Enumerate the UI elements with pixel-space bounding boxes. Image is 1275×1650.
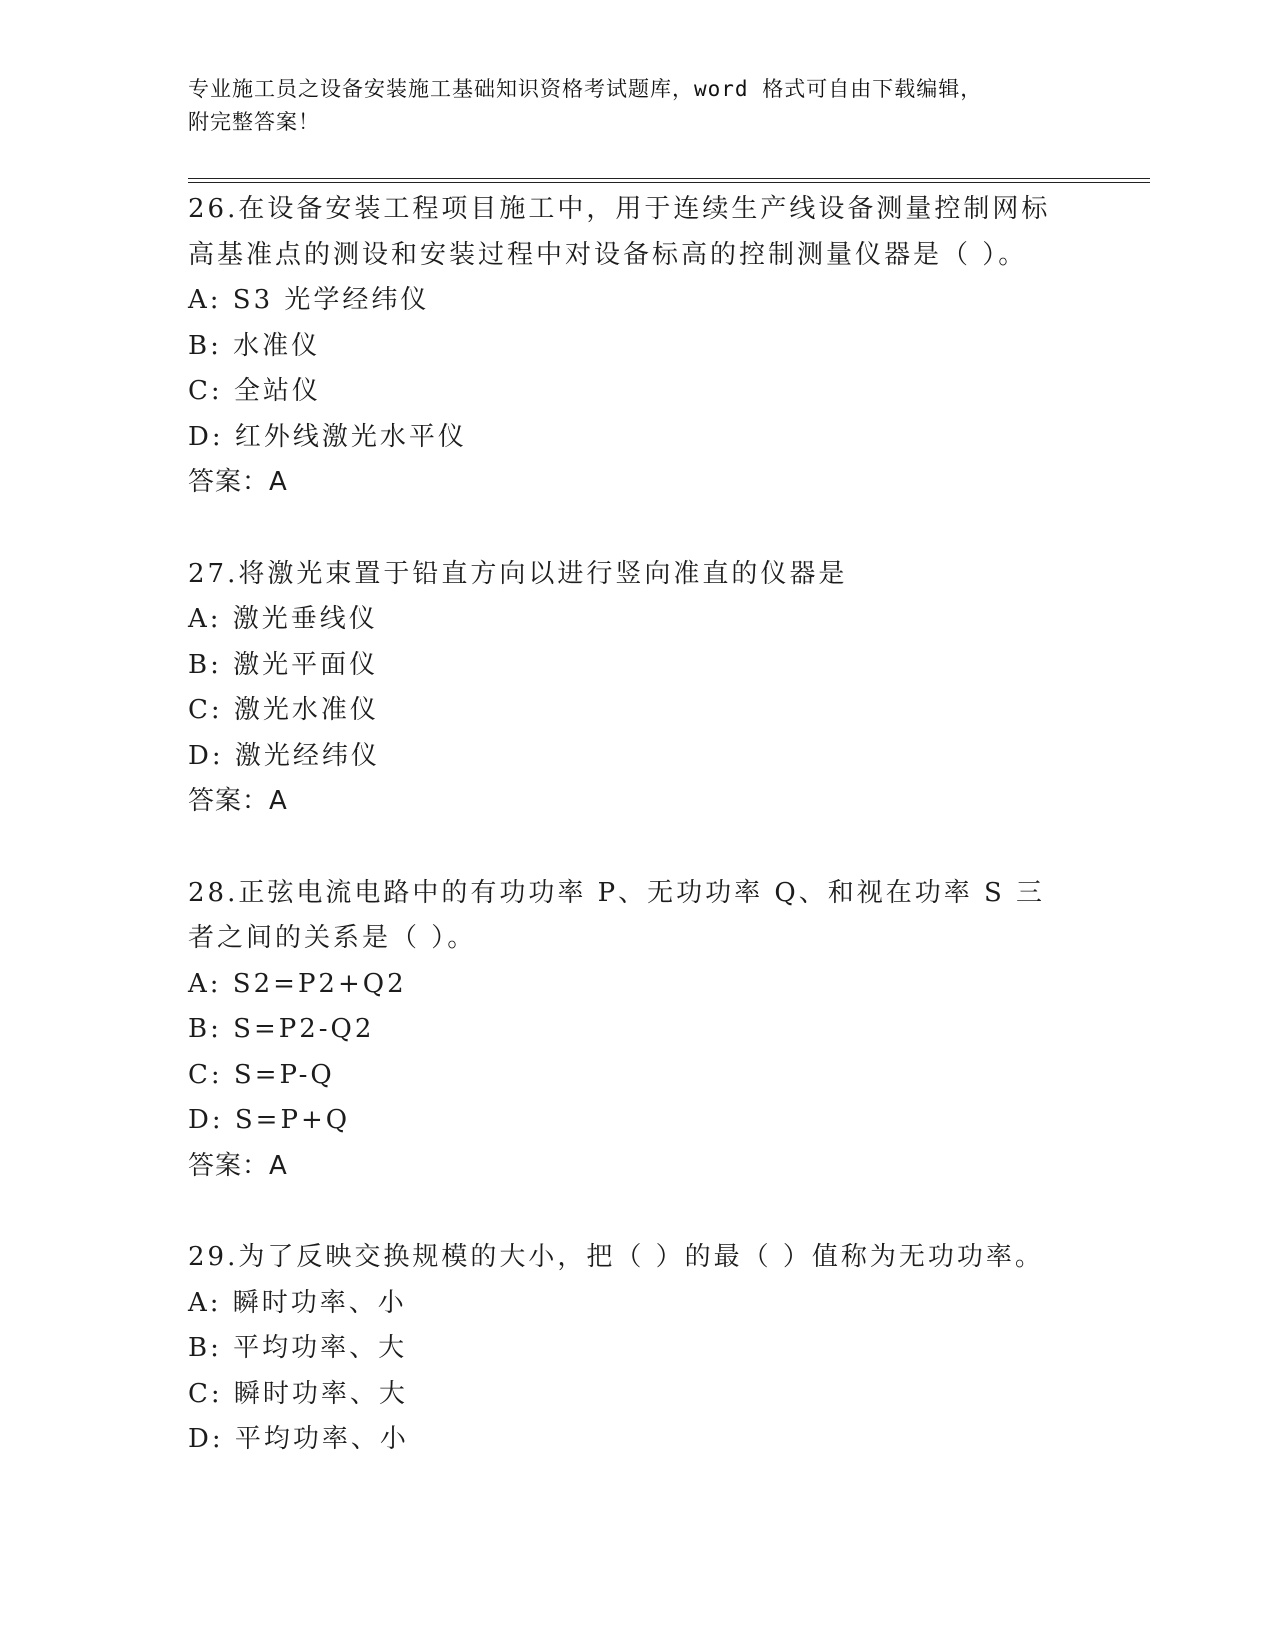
answer-line: 答案：A (188, 467, 288, 497)
option-a: A: S2=P2+Q2 (188, 968, 407, 999)
option-b: B: 激光平面仪 (188, 649, 379, 680)
question-stem: 28.正弦电流电路中的有功功率 P、无功功率 Q、和视在功率 S 三者之间的关系是（ ）。 (188, 877, 1046, 953)
option-b: B: S=P2-Q2 (188, 1014, 375, 1044)
question-stem: 26.在设备安装工程项目施工中，用于连续生产线设备测量控制网标高基准点的测设和安装过程中对设备标高的控制测量仪器是（ ）。 (188, 194, 1051, 270)
option-d: D: S=P+Q (188, 1105, 351, 1135)
question-27 (188, 552, 1088, 825)
question-list (188, 187, 1088, 1509)
option-a: A: 瞬时功率、小 (188, 1287, 407, 1318)
option-c: C: 全站仪 (188, 376, 321, 406)
option-b: B: 平均功率、大 (188, 1333, 408, 1363)
option-d: D: 平均功率、小 (188, 1424, 409, 1454)
header-line-2: 附完整答案！ (188, 110, 320, 134)
option-a: A: 激光垂线仪 (188, 604, 378, 634)
header-divider (188, 178, 1150, 183)
option-d: D: 激光经纬仪 (188, 740, 380, 771)
answer-line: 答案：A (188, 786, 288, 816)
question-28 (188, 871, 1088, 1190)
option-c: C: 激光水准仪 (188, 695, 379, 725)
option-d: D: 红外线激光水平仪 (188, 421, 467, 452)
question-stem: 29.为了反映交换规模的大小，把（ ）的最（ ）值称为无功功率。 (188, 1242, 1044, 1272)
option-c: C: 瞬时功率、大 (188, 1378, 408, 1409)
document-header (188, 73, 1068, 139)
header-line-1: 专业施工员之设备安装施工基础知识资格考试题库，word 格式可自由下载编辑， (188, 77, 983, 101)
option-c: C: S=P-Q (188, 1059, 335, 1090)
question-stem: 27.将激光束置于铅直方向以进行竖向准直的仪器是 (188, 558, 848, 589)
option-b: B: 水准仪 (188, 330, 321, 361)
option-a: A: S3 光学经纬仪 (188, 285, 430, 315)
question-29 (188, 1235, 1088, 1463)
question-26 (188, 187, 1088, 506)
answer-line: 答案：A (188, 1150, 288, 1181)
